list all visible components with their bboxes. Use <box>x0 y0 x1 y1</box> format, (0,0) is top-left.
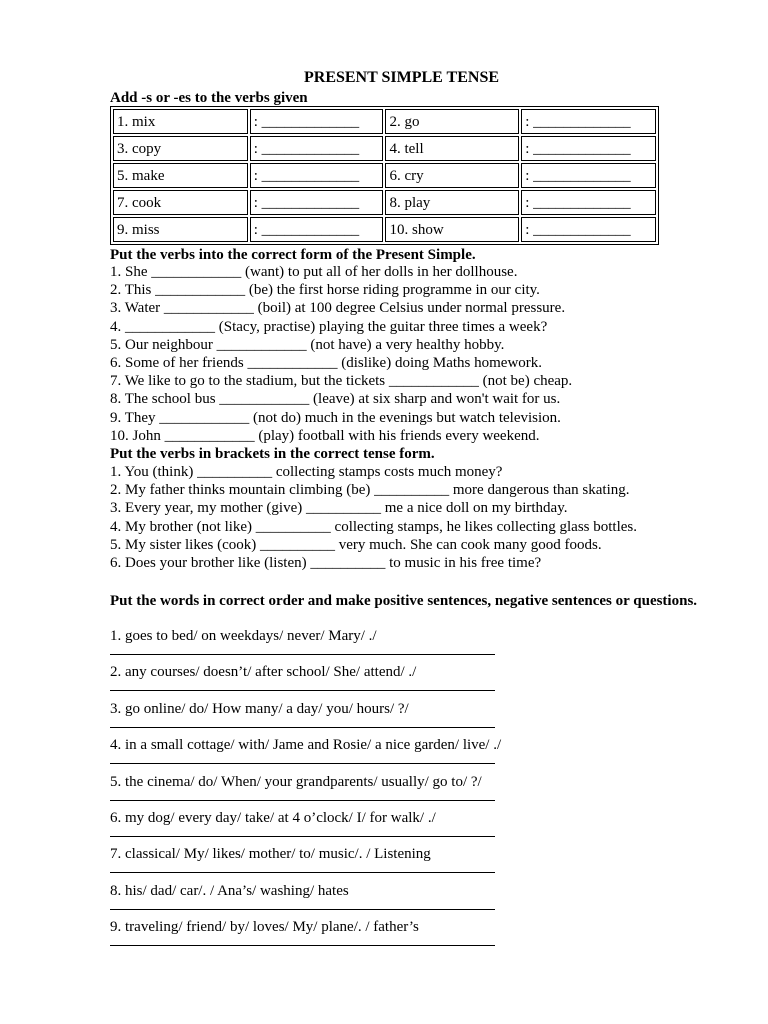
list-item <box>110 627 670 663</box>
exercise-line: 9. They ____________ (not do) much in the evenings but watch television. <box>110 409 561 426</box>
exercise-line: 3. Every year, my mother (give) __________ me a nice doll on my birthday. <box>110 500 568 517</box>
verb-cell: 3. copy <box>113 136 248 161</box>
exercise-line: 1. She ____________ (want) to put all of her dolls in her dollhouse. <box>110 264 518 280</box>
exercise-line: 5. Our neighbour ____________ (not have) a very healthy hobby. <box>110 336 505 353</box>
answer-line[interactable] <box>110 690 495 691</box>
word-order-prompt: 6. my dog/ every day/ take/ at 4 o’clock/ I/ for walk/ ./ <box>110 809 436 826</box>
page-title: PRESENT SIMPLE TENSE <box>303 69 500 86</box>
exercise-line: 5. My sister likes (cook) __________ very much. She can cook many good foods. <box>110 536 602 553</box>
table-row <box>113 136 656 161</box>
exercise-line: 7. We like to go to the stadium, but the tickets ____________ (not be) cheap. <box>110 373 573 390</box>
answer-line[interactable] <box>110 909 495 910</box>
verb-cell: 2. go <box>385 109 519 134</box>
word-order-prompt: 2. any courses/ doesn’t/ after school/ She/ attend/ ./ <box>110 664 417 681</box>
answer-line[interactable] <box>110 727 495 728</box>
answer-line[interactable] <box>110 763 495 764</box>
answer-blank[interactable]: : _____________ <box>521 109 656 134</box>
answer-blank[interactable]: : _____________ <box>521 190 656 215</box>
exercise-line: 4. ____________ (Stacy, practise) playing the guitar three times a week? <box>110 318 548 335</box>
verb-cell: 1. mix <box>113 109 248 134</box>
answer-blank[interactable]: : _____________ <box>521 136 656 161</box>
list-item <box>110 882 670 918</box>
section4-heading: Put the words in correct order and make positive sentences, negative sentences or questions. <box>110 593 698 609</box>
answer-blank[interactable]: : _____________ <box>250 163 384 188</box>
list-item <box>110 700 670 736</box>
section1-heading: Add -s or -es to the verbs given <box>110 90 308 106</box>
word-order-prompt: 9. traveling/ friend/ by/ loves/ My/ plane/. / father’s <box>110 919 419 936</box>
answer-blank[interactable]: : _____________ <box>250 217 384 242</box>
table-row <box>113 163 656 188</box>
section3-heading: Put the verbs in brackets in the correct tense form. <box>110 446 435 462</box>
answer-line[interactable] <box>110 654 495 655</box>
verb-cell: 5. make <box>113 163 248 188</box>
list-item <box>110 736 670 772</box>
section2-heading: Put the verbs into the correct form of the Present Simple. <box>110 247 476 263</box>
answer-blank[interactable]: : _____________ <box>521 163 656 188</box>
word-order-prompt: 4. in a small cottage/ with/ Jame and Rosie/ a nice garden/ live/ ./ <box>110 737 502 754</box>
word-order-prompt: 5. the cinema/ do/ When/ your grandparents/ usually/ go to/ ?/ <box>110 773 482 790</box>
verbs-table <box>110 106 659 245</box>
verb-cell: 7. cook <box>113 190 248 215</box>
list-item <box>110 809 670 845</box>
table-row <box>113 109 656 134</box>
verb-cell: 6. cry <box>385 163 519 188</box>
verb-cell: 8. play <box>385 190 519 215</box>
answer-line[interactable] <box>110 945 495 946</box>
list-item <box>110 918 670 954</box>
section3-list <box>110 463 695 572</box>
list-item <box>110 773 670 809</box>
exercise-line: 2. My father thinks mountain climbing (be) __________ more dangerous than skating. <box>110 482 630 499</box>
word-order-prompt: 3. go online/ do/ How many/ a day/ you/ hours/ ?/ <box>110 700 409 717</box>
word-order-prompt: 7. classical/ My/ likes/ mother/ to/ music/. / Listening <box>110 846 431 863</box>
exercise-line: 3. Water ____________ (boil) at 100 degree Celsius under normal pressure. <box>110 300 566 317</box>
verb-cell: 10. show <box>385 217 519 242</box>
word-order-prompt: 1. goes to bed/ on weekdays/ never/ Mary/ ./ <box>110 628 377 644</box>
section4-list <box>110 627 670 955</box>
section2-list <box>110 263 710 445</box>
answer-line[interactable] <box>110 800 495 801</box>
answer-line[interactable] <box>110 836 495 837</box>
answer-blank[interactable]: : _____________ <box>250 136 384 161</box>
exercise-line: 6. Does your brother like (listen) __________ to music in his free time? <box>110 555 542 572</box>
answer-blank[interactable]: : _____________ <box>250 190 384 215</box>
word-order-prompt: 8. his/ dad/ car/. / Ana’s/ washing/ hates <box>110 882 349 899</box>
exercise-line: 2. This ____________ (be) the first horse riding programme in our city. <box>110 282 540 299</box>
verb-cell: 4. tell <box>385 136 519 161</box>
exercise-line: 8. The school bus ____________ (leave) at six sharp and won't wait for us. <box>110 391 561 408</box>
exercise-line: 6. Some of her friends ____________ (dislike) doing Maths homework. <box>110 355 543 372</box>
list-item <box>110 845 670 881</box>
table-row <box>113 190 656 215</box>
list-item <box>110 663 670 699</box>
table-row <box>113 217 656 242</box>
answer-blank[interactable]: : _____________ <box>250 109 384 134</box>
answer-line[interactable] <box>110 872 495 873</box>
exercise-line: 10. John ____________ (play) football with his friends every weekend. <box>110 427 540 444</box>
exercise-line: 1. You (think) __________ collecting stamps costs much money? <box>110 464 503 480</box>
exercise-line: 4. My brother (not like) __________ collecting stamps, he likes collecting glass bottles. <box>110 518 637 535</box>
answer-blank[interactable]: : _____________ <box>521 217 656 242</box>
verb-cell: 9. miss <box>113 217 248 242</box>
